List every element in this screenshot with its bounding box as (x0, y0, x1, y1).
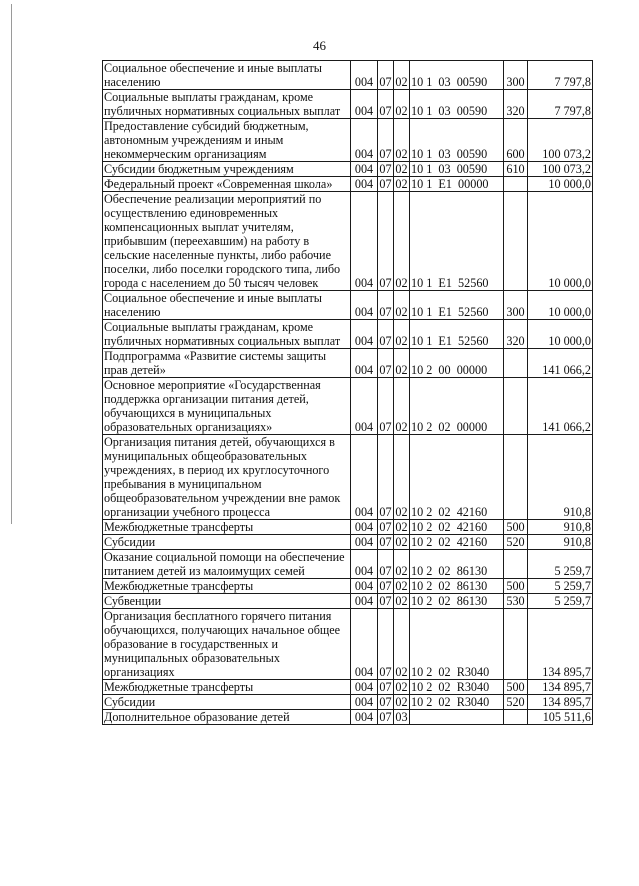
section-code-cell: 07 (379, 680, 392, 694)
section-code-cell: 07 (379, 177, 392, 191)
section-code-cell: 07 (379, 520, 392, 534)
table-row (103, 520, 593, 535)
amount-cell: 105 511,6 (528, 710, 593, 725)
expense-type-code-cell: 320 (504, 90, 528, 119)
subsection-code-cell: 02 (394, 61, 410, 90)
amount-cell: 7 797,8 (528, 61, 593, 90)
item-name-cell: Субсидии (103, 695, 351, 710)
item-name-cell: Оказание социальной помощи на обеспечение питанием детей из малоимущих семей (103, 550, 351, 579)
item-name-cell: Подпрограмма «Развитие системы защиты прав детей» (103, 349, 351, 378)
expense-type-code-cell: 520 (504, 535, 528, 550)
expense-type-code-cell: 530 (504, 594, 528, 609)
amount-cell: 10 000,0 (528, 291, 593, 320)
budget-table-body (103, 61, 593, 725)
table-row (103, 579, 593, 594)
item-name-cell: Дополнительное образование детей (103, 710, 351, 725)
department-code-cell: 004 (351, 61, 378, 90)
section-code-cell: 07 (378, 192, 394, 291)
item-name-cell: Субсидии (103, 535, 351, 550)
amount-cell: 10 000,0 (528, 177, 593, 192)
target-item-code-cell: 10 2 02 00000 (410, 378, 504, 435)
table-row (103, 695, 593, 710)
expense-type-code-cell (504, 177, 528, 192)
amount-cell: 5 259,7 (528, 594, 593, 609)
section-code-cell: 07 (378, 291, 394, 320)
department-code-cell: 004 (351, 378, 378, 435)
target-item-code-cell: 10 2 02 86130 (410, 579, 504, 594)
subsection-code-cell: 02 (394, 320, 410, 349)
amount-cell: 100 073,2 (528, 119, 593, 162)
item-name-cell: Субсидии бюджетным учреждениям (103, 162, 351, 177)
subsection-code-cell: 02 (395, 579, 408, 593)
amount-cell: 910,8 (528, 535, 593, 550)
department-code-cell: 004 (351, 710, 378, 725)
subsection-code-cell: 02 (394, 192, 410, 291)
target-item-code-cell: 10 2 02 42160 (410, 520, 504, 535)
table-row (103, 349, 593, 378)
target-item-code-cell: 10 2 02 42160 (410, 535, 504, 550)
section-code-cell: 07 (379, 162, 392, 176)
item-name-cell: Социальные выплаты гражданам, кроме публичных нормативных социальных выплат (103, 320, 351, 349)
subsection-code-cell: 03 (395, 710, 408, 724)
expense-type-code-cell: 500 (504, 680, 528, 695)
amount-cell: 134 895,7 (528, 695, 593, 710)
table-row (103, 609, 593, 680)
section-code-cell: 07 (378, 61, 394, 90)
target-item-code-cell: 10 1 E1 52560 (410, 291, 504, 320)
item-name-cell: Социальное обеспечение и иные выплаты населению (103, 291, 351, 320)
subsection-code-cell: 02 (394, 435, 410, 520)
subsection-code-cell: 02 (394, 119, 410, 162)
department-code-cell: 004 (351, 320, 378, 349)
department-code-cell: 004 (351, 695, 378, 710)
page-number: 46 (313, 38, 326, 53)
department-code-cell: 004 (351, 90, 378, 119)
item-name-cell: Федеральный проект «Современная школа» (103, 177, 351, 192)
budget-table (102, 60, 593, 725)
section-code-cell: 07 (378, 119, 394, 162)
item-name-cell: Основное мероприятие «Государственная поддержка организации питания детей, обучающихся в муниципальных образовательных организациях» (103, 378, 351, 435)
amount-cell: 134 895,7 (528, 680, 593, 695)
expense-type-code-cell: 500 (504, 520, 528, 535)
amount-cell: 5 259,7 (528, 579, 593, 594)
table-row (103, 594, 593, 609)
section-code-cell: 07 (378, 550, 394, 579)
expense-type-code-cell: 600 (504, 119, 528, 162)
amount-cell: 141 066,2 (528, 349, 593, 378)
table-row (103, 291, 593, 320)
amount-cell: 141 066,2 (528, 378, 593, 435)
table-row (103, 535, 593, 550)
item-name-cell: Межбюджетные трансферты (103, 520, 351, 535)
target-item-code-cell: 10 1 03 00590 (410, 90, 504, 119)
subsection-code-cell: 02 (395, 520, 408, 534)
subsection-code-cell: 02 (394, 550, 410, 579)
item-name-cell: Межбюджетные трансферты (103, 680, 351, 695)
section-code-cell: 07 (378, 90, 394, 119)
expense-type-code-cell (504, 435, 528, 520)
section-code-cell: 07 (378, 349, 394, 378)
expense-type-code-cell: 300 (504, 291, 528, 320)
amount-cell: 10 000,0 (528, 320, 593, 349)
target-item-code-cell: 10 2 02 R3040 (410, 695, 504, 710)
expense-type-code-cell (504, 349, 528, 378)
table-row (103, 162, 593, 177)
target-item-code-cell: 10 2 02 R3040 (410, 609, 504, 680)
table-row (103, 378, 593, 435)
section-code-cell: 07 (379, 594, 392, 608)
table-row (103, 550, 593, 579)
subsection-code-cell: 02 (395, 535, 408, 549)
item-name-cell: Социальное обеспечение и иные выплаты населению (103, 61, 351, 90)
item-name-cell: Социальные выплаты гражданам, кроме публичных нормативных социальных выплат (103, 90, 351, 119)
subsection-code-cell: 02 (395, 594, 408, 608)
section-code-cell: 07 (378, 435, 394, 520)
subsection-code-cell: 02 (394, 349, 410, 378)
subsection-code-cell: 02 (394, 609, 410, 680)
item-name-cell: Обеспечение реализации мероприятий по осуществлению единовременных компенсационных выплат учителям, прибывшим (переехавшим) на работу в сельские населенные пункты, либо рабочие поселки, либо поселки городского типа, либо города с населением до 50 тысяч человек (103, 192, 351, 291)
expense-type-code-cell: 520 (504, 695, 528, 710)
department-code-cell: 004 (351, 177, 378, 192)
table-row (103, 320, 593, 349)
subsection-code-cell: 02 (394, 90, 410, 119)
target-item-code-cell: 10 1 03 00590 (410, 162, 504, 177)
subsection-code-cell: 02 (395, 162, 408, 176)
table-row (103, 435, 593, 520)
section-code-cell: 07 (379, 710, 392, 724)
amount-cell: 5 259,7 (528, 550, 593, 579)
department-code-cell: 004 (351, 162, 378, 177)
table-row (103, 119, 593, 162)
expense-type-code-cell (504, 192, 528, 291)
expense-type-code-cell: 300 (504, 61, 528, 90)
table-row (103, 192, 593, 291)
item-name-cell: Предоставление субсидий бюджетным, автономным учреждениям и иным некоммерческим организациям (103, 119, 351, 162)
expense-type-code-cell: 610 (504, 162, 528, 177)
department-code-cell: 004 (351, 192, 378, 291)
target-item-code-cell: 10 1 E1 52560 (410, 192, 504, 291)
department-code-cell: 004 (351, 291, 378, 320)
target-item-code-cell: 10 2 00 00000 (410, 349, 504, 378)
expense-type-code-cell: 500 (504, 579, 528, 594)
section-code-cell: 07 (379, 579, 392, 593)
item-name-cell: Организация бесплатного горячего питания обучающихся, получающих начальное общее образование в государственных и муниципальных образовательных организациях (103, 609, 351, 680)
table-row (103, 90, 593, 119)
department-code-cell: 004 (351, 579, 378, 594)
item-name-cell: Организация питания детей, обучающихся в муниципальных общеобразовательных учреждениях, в период их круглосуточного пребывания в муниципальном общеобразовательном учреждении вне рамок организации учебного процесса (103, 435, 351, 520)
table-row (103, 710, 593, 725)
target-item-code-cell: 10 1 03 00590 (410, 61, 504, 90)
department-code-cell: 004 (351, 349, 378, 378)
amount-cell: 100 073,2 (528, 162, 593, 177)
target-item-code-cell: 10 1 E1 00000 (410, 177, 504, 192)
section-code-cell: 07 (378, 320, 394, 349)
item-name-cell: Субвенции (103, 594, 351, 609)
target-item-code-cell: 10 1 E1 52560 (410, 320, 504, 349)
subsection-code-cell: 02 (394, 291, 410, 320)
subsection-code-cell: 02 (394, 378, 410, 435)
target-item-code-cell: 10 2 02 42160 (410, 435, 504, 520)
margin-rule (11, 4, 12, 524)
department-code-cell: 004 (351, 535, 378, 550)
department-code-cell: 004 (351, 119, 378, 162)
table-row (103, 61, 593, 90)
section-code-cell: 07 (379, 695, 392, 709)
department-code-cell: 004 (351, 435, 378, 520)
department-code-cell: 004 (351, 680, 378, 695)
department-code-cell: 004 (351, 594, 378, 609)
amount-cell: 134 895,7 (528, 609, 593, 680)
subsection-code-cell: 02 (395, 680, 408, 694)
target-item-code-cell: 10 2 02 86130 (410, 594, 504, 609)
expense-type-code-cell (504, 710, 528, 725)
subsection-code-cell: 02 (395, 695, 408, 709)
table-row (103, 177, 593, 192)
section-code-cell: 07 (379, 535, 392, 549)
expense-type-code-cell (504, 609, 528, 680)
target-item-code-cell (410, 710, 504, 725)
table-row (103, 680, 593, 695)
department-code-cell: 004 (351, 550, 378, 579)
subsection-code-cell: 02 (395, 177, 408, 191)
section-code-cell: 07 (378, 378, 394, 435)
target-item-code-cell: 10 2 02 R3040 (410, 680, 504, 695)
section-code-cell: 07 (378, 609, 394, 680)
expense-type-code-cell (504, 378, 528, 435)
target-item-code-cell: 10 2 02 86130 (410, 550, 504, 579)
expense-type-code-cell: 320 (504, 320, 528, 349)
department-code-cell: 004 (351, 520, 378, 535)
item-name-cell: Межбюджетные трансферты (103, 579, 351, 594)
amount-cell: 910,8 (528, 435, 593, 520)
expense-type-code-cell (504, 550, 528, 579)
department-code-cell: 004 (351, 609, 378, 680)
amount-cell: 7 797,8 (528, 90, 593, 119)
amount-cell: 10 000,0 (528, 192, 593, 291)
amount-cell: 910,8 (528, 520, 593, 535)
target-item-code-cell: 10 1 03 00590 (410, 119, 504, 162)
